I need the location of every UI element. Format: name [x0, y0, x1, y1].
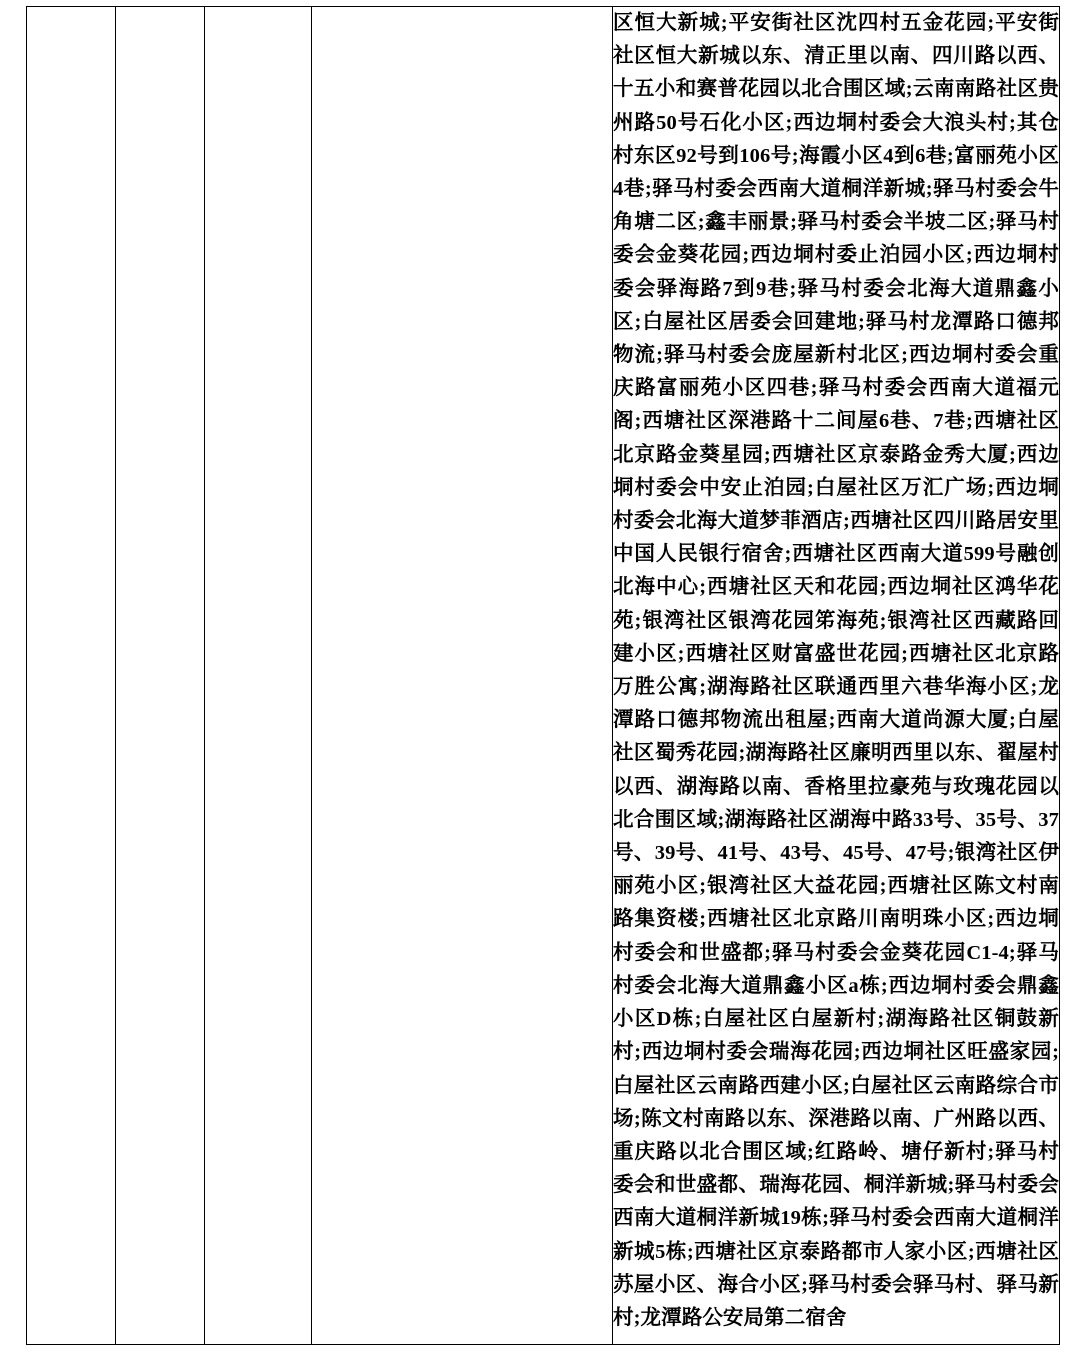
table-cell-col1	[27, 7, 116, 1345]
table-cell-content	[613, 7, 1060, 1345]
address-list-text: 区恒大新城;平安街社区沈四村五金花园;平安街社区恒大新城以东、清正里以南、四川路以西、十五小和赛普花园以北合围区域;云南南路社区贵州路50号石化小区;西边垌村委会大浪头村;其仓村东区92号到106号;海霞小区4到6巷;富丽苑小区4巷;驿马村委会西南大道桐洋新城;驿马村委会牛角塘二区;鑫丰丽景;驿马村委会半坡二区;驿马村委会金葵花园;西边垌村委止泊园小区;西边垌村委会驿海路7到9巷;驿马村委会北海大道鼎鑫小区;白屋社区居委会回建地;驿马村龙潭路口德邦物流;驿马村委会庞屋新村北区;西边垌村委会重庆路富丽苑小区四巷;驿马村委会西南大道福元阁;西塘社区深港路十二间屋6巷、7巷;西塘社区北京路金葵星园;西塘社区京泰路金秀大厦;西边垌村委会中安止泊园;白屋社区万汇广场;西边垌村委会北海大道梦菲酒店;西塘社区四川路居安里中国人民银行宿舍;西塘社区西南大道599号融创北海中心;西塘社区天和花园;西边垌社区鸿华花苑;银湾社区银湾花园笫海苑;银湾社区西藏路回建小区;西塘社区财富盛世花园;西塘社区北京路万胜公寓;湖海路社区联通西里六巷华海小区;龙潭路口德邦物流出租屋;西南大道尚源大厦;白屋社区蜀秀花园;湖海路社区廉明西里以东、翟屋村以西、湖海路以南、香格里拉豪苑与玫瑰花园以北合围区域;湖海路社区湖海中路33号、35号、37号、39号、41号、43号、45号、47号;银湾社区伊丽苑小区;银湾社区大益花园;西塘社区陈文村南路集资楼;西塘社区北京路川南明珠小区;西边垌村委会和世盛都;驿马村委会金葵花园C1-4;驿马村委会北海大道鼎鑫小区a栋;西边垌村委会鼎鑫小区D栋;白屋社区白屋新村;湖海路社区铜鼓新村;西边垌村委会瑞海花园;西边垌社区旺盛家园;白屋社区云南路西建小区;白屋社区云南路综合市场;陈文村南路以东、深港路以南、广州路以西、重庆路以北合围区域;红路岭、塘仔新村;驿马村委会和世盛都、瑞海花园、桐洋新城;驿马村委会西南大道桐洋新城19栋;驿马村委会西南大道桐洋新城5栋;西塘社区京泰路都市人家小区;西塘社区苏屋小区、海合小区;驿马村委会驿马村、驿马新村;龙潭路公安局第二宿舍	[613, 12, 1059, 1329]
table-cell-col4	[312, 7, 613, 1345]
table-cell-col4-content	[312, 7, 612, 1344]
table-cell-col1-content	[27, 7, 115, 1344]
table-cell-col3-content	[205, 7, 311, 1344]
table-row	[27, 7, 1060, 1345]
table-cell-col2-content	[116, 7, 204, 1344]
document-page	[0, 6, 1080, 1357]
table-cell-col3	[205, 7, 312, 1345]
document-table	[26, 6, 1060, 1345]
table-cell-col2	[116, 7, 205, 1345]
